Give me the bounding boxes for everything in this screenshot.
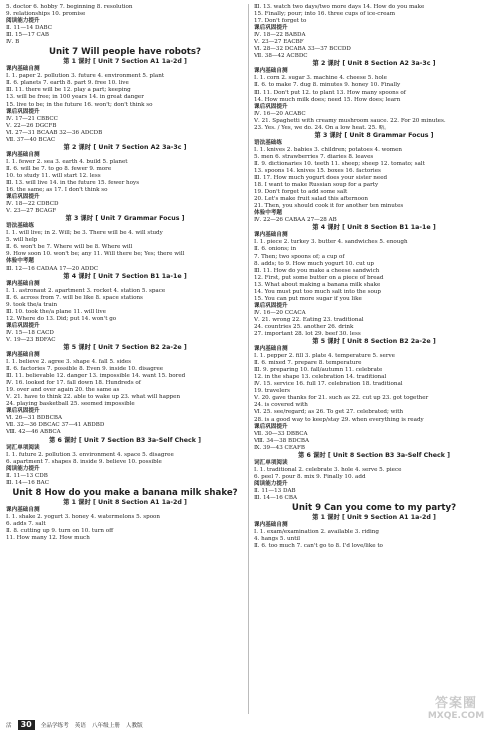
answer-line: Ⅰ. 1. piece 2. turkey 3. butter 4. sandwiches 5. enough: [254, 239, 408, 246]
answer-line: Ⅳ. 16. looked for 17. fall down 18. Hundreds of: [6, 380, 141, 387]
answer-line: Ⅳ. 18—22 BABDA: [254, 32, 306, 39]
answer-line: Ⅴ. 19—23 BDFAC: [6, 336, 56, 343]
page-prefix: 活: [6, 723, 12, 729]
answer-line: 12. First, put some butter on a piece of bread: [254, 274, 384, 281]
answer-line: Ⅱ. 6. planets 7. earth 8. part 9. free 10. live: [6, 80, 129, 87]
answer-line: Ⅶ. 38—42 ACBDC: [254, 53, 308, 60]
answer-line: 14. You must put too much salt into the soup: [254, 288, 381, 295]
watermark-top: 答案圈: [434, 696, 477, 711]
section-heading: 语法基础练: [254, 139, 282, 146]
answer-line: Ⅲ. 9. preparing 10. fall/autumn 11. celebrate: [254, 367, 383, 374]
section-heading: 课内基础自测: [6, 351, 40, 358]
answer-line: 7. Then; two spoons of; a cup of: [254, 253, 345, 260]
answer-line: Ⅶ. 30—33 DBBCA: [254, 430, 308, 437]
section-heading: 词汇单项阅读: [254, 459, 288, 466]
section-heading: 课后巩固提升: [254, 103, 288, 110]
grade: 八年级上册: [91, 723, 120, 729]
answer-line: 6. adds 7. salt: [6, 520, 46, 527]
lesson-heading: 第 4 课时 [ Unit 7 Section B1 1a-1e ]: [63, 272, 187, 280]
answer-line: Ⅳ. 15. service 16. full 17. celebration 18. traditional: [254, 381, 403, 388]
answer-line: Ⅲ. 13. watch two days/two more days 14. How do you make: [254, 4, 425, 10]
answer-line: Ⅴ. 21. have to think 22. able to wake up 23. what will happen: [6, 394, 181, 401]
answer-line: 27. important 28. lot 29. beef 30. less: [254, 331, 361, 338]
answer-line: Ⅱ. 11—13 DAB: [254, 487, 296, 494]
page-footer: [6, 720, 143, 730]
section-heading: 课内基础自测: [6, 151, 40, 158]
answer-line: 12. Where do 13. Did; put 14. won't go: [6, 315, 117, 322]
section-heading: 课内基础自测: [254, 232, 288, 239]
answer-line: Ⅱ. 11—13 CDB: [6, 472, 48, 479]
lesson-heading: 第 3 课时 [ Unit 7 Grammar Focus ]: [65, 215, 185, 223]
lesson-heading: 第 3 课时 [ Unit 8 Grammar Focus ]: [314, 131, 434, 139]
subject: 英语: [74, 723, 86, 729]
answer-line: Ⅱ. 6. will be 7. to go 8. fewer 9. more: [6, 165, 112, 172]
column-divider: [248, 4, 249, 714]
watermark-logo: [416, 692, 496, 728]
answer-line: Ⅶ. 37—40 BCAC: [6, 136, 56, 143]
section-heading: 课后巩固提升: [254, 25, 288, 32]
answer-line: Ⅱ. 6. across from 7. will be like 8. space stations: [6, 294, 143, 301]
answer-line: 12. in the shape 13. celebration 14. traditional: [254, 374, 387, 381]
book-title: 全品学练考: [40, 723, 69, 729]
answer-line: Ⅰ. 1. shake 2. yogurt 3. honey 4. watermelons 5. spoon: [6, 513, 161, 520]
answer-line: Ⅸ. 39—43 CEAFB: [254, 444, 305, 451]
answer-line: 13. What about making a banana milk shake: [254, 281, 381, 288]
answer-line: Ⅵ. 26—31 BDBCBA: [6, 415, 63, 422]
answer-line: 6. peel 7. pour 8. mix 9. Finally 10. add: [254, 473, 366, 480]
answer-line: 5. men 6. strawberries 7. diaries 8. leaves: [254, 153, 374, 160]
answer-line: 9. How soon 10. won't be; any 11. Will there be; Yes; there will: [6, 251, 185, 258]
answer-line: Ⅱ. 6. factories 7. possible 8. Even 9. inside 10. disagree: [6, 366, 164, 373]
section-heading: 课后巩固提升: [6, 194, 40, 201]
lesson-heading: 第 6 课时 [ Unit 8 Section B3 3a-Self Check ]: [297, 451, 451, 459]
answer-line: 17. Don't forget to: [254, 18, 307, 25]
left-column: [6, 4, 244, 542]
answer-line: Ⅷ. 42—46 ABBCA: [6, 429, 61, 436]
answer-line: 14. How much milk does; need 15. How does; learn: [254, 96, 401, 103]
section-heading: 课后巩固提升: [254, 302, 288, 309]
answer-line: Ⅲ. 12—16 CADAA 17—20 ADDC: [6, 265, 99, 272]
answer-line: Ⅱ. 6. won't be 7. Where will be 8. Where will: [6, 244, 133, 251]
answer-line: Ⅳ. 16—20 ACABC: [254, 110, 306, 117]
answer-line: 28. is a good way to keep/stay 29. when everything is ready: [254, 416, 424, 423]
answer-line: Ⅵ. 28—32 DCABA 33—37 BCCDD: [254, 46, 351, 53]
answer-line: Ⅰ. 1. will live; in 2. Will; be 3. There will be 4. will study: [6, 230, 163, 237]
section-heading: 课后巩固提升: [6, 408, 40, 415]
answer-line: Ⅴ. 23—27 EACBF: [254, 39, 304, 46]
lesson-heading: 第 2 课时 [ Unit 7 Section A2 3a-3c ]: [63, 143, 187, 151]
answer-line: 15. Finally; pour; into 16. three cups of ice-cream: [254, 11, 396, 18]
unit-title: Unit 8 How do you make a banana milk shake?: [12, 487, 238, 498]
lesson-heading: 第 1 课时 [ Unit 8 Section A1 1a-2d ]: [63, 498, 187, 506]
answer-line: 24. playing basketball 25. seemed impossible: [6, 401, 135, 408]
answer-line: Ⅰ. 1. exam/examination 2. available 3. riding: [254, 529, 379, 536]
lesson-heading: 第 5 课时 [ Unit 7 Section B2 2a-2e ]: [63, 343, 187, 351]
unit-title: Unit 9 Can you come to my party?: [291, 503, 457, 514]
section-heading: 课后巩固提升: [6, 108, 40, 115]
section-heading: 课内基础自测: [254, 522, 288, 529]
answer-line: Ⅲ. 11. there will be 12. play a part; keeping: [6, 87, 131, 94]
answer-line: 5. doctor 6. hobby 7. beginning 8. resolution: [6, 4, 133, 10]
section-heading: 阅读能力提升: [6, 18, 40, 25]
answer-line: Ⅲ. 17. How much yogurt does your sister need: [254, 175, 388, 182]
answer-line: Ⅴ. 23—27 BCAGF: [6, 208, 57, 215]
answer-line: Ⅴ. 21. wrong 22. Eating 23. traditional: [254, 316, 364, 323]
section-heading: 课后巩固提升: [6, 322, 40, 329]
unit-title: Unit 7 Will people have robots?: [49, 47, 201, 58]
answer-line: 19. Don't forget to add some salt: [254, 189, 348, 196]
answer-line: Ⅰ. 1. future 2. pollution 3. environment 4. space 5. disagree: [6, 451, 174, 458]
answer-line: Ⅲ. 10. took the/a plane 11. will live: [6, 308, 106, 315]
answer-line: 19. over and over again 20. the same as: [6, 387, 120, 394]
answer-line: 6. apartment 7. shapes 8. inside 9. believe 10. possible: [6, 458, 162, 465]
answer-line: Ⅰ. 1. fewer 2. sea 3. earth 4. build 5. planet: [6, 158, 128, 165]
answer-line: 24. is covered with: [254, 402, 308, 409]
answer-line: Ⅵ. 27—31 BCAAB 32—36 ADCDB: [6, 129, 103, 136]
answer-line: Ⅲ. 14—16 CBA: [254, 495, 297, 501]
answer-line: Ⅰ. 1. astronaut 2. apartment 3. rocket 4. station 5. space: [6, 287, 166, 294]
edition: 人教版: [125, 723, 143, 729]
watermark-bottom: MXQE.COM: [427, 711, 485, 721]
answer-line: Ⅳ. 17—21 CBBCC: [6, 115, 58, 122]
answer-line: Ⅲ. 15—17 CAB: [6, 32, 49, 39]
answer-line: 9. relationships 10. promise: [6, 11, 86, 18]
answer-line: Ⅰ. 1. pepper 2. fill 3. plate 4. temperature 5. serve: [254, 353, 395, 360]
answer-line: 24. countries 25. another 26. drink: [254, 323, 354, 330]
answer-line: Ⅵ. 25. see/regard; as 26. To get 27. celebrated; with: [254, 409, 404, 416]
answer-line: Ⅰ. 1. believe 2. agree 3. shape 4. fall 5. sides: [6, 359, 132, 366]
answer-line: Ⅳ. B: [6, 39, 20, 46]
section-heading: 阅读能力提升: [254, 480, 288, 487]
answer-line: 23. Yes. / Yes, we do. 24. On a low heat. 25. 略。: [254, 124, 390, 131]
lesson-heading: 第 1 课时 [ Unit 7 Section A1 1a-2d ]: [63, 58, 187, 66]
lesson-heading: 第 6 课时 [ Unit 7 Section B3 3a-Self Check ]: [48, 436, 202, 444]
answer-line: Ⅲ. 11. How do you make a cheese sandwich: [254, 267, 380, 274]
answer-line: 16. the same; as 17. I don't think so: [6, 187, 108, 194]
answer-line: 15. You can put more sugar if you like: [254, 295, 362, 302]
section-heading: 课内基础自测: [6, 506, 40, 513]
answer-line: 13. spoons 14. knives 15. boxes 16. factories: [254, 167, 381, 174]
answer-line: Ⅱ. 8. cutting up 9. turn on 10. turn off: [6, 527, 114, 534]
section-heading: 阅读能力提升: [6, 465, 40, 472]
section-heading: 词汇单项阅读: [6, 444, 40, 451]
answer-line: Ⅳ. 22—26 CABAA 27—28 AB: [254, 217, 337, 224]
answer-line: 11. How many 12. How much: [6, 535, 90, 541]
answer-line: Ⅳ. 15—18 CACD: [6, 329, 54, 336]
answer-line: Ⅱ. 9. dictionaries 10. teeth 11. sheep; sheep 12. tomato; salt: [254, 160, 425, 167]
section-heading: 课内基础自测: [6, 66, 40, 73]
section-heading: 课内基础自测: [254, 68, 288, 75]
section-heading: 课内基础自测: [6, 280, 40, 287]
answer-line: Ⅲ. 13. will live 14. in the future 15. fewer hoys: [6, 179, 140, 186]
answer-line: Ⅲ. 11. believable 12. danger 13. impossible 14. want 15. bored: [6, 373, 186, 380]
answer-line: Ⅰ. 1. knives 2. babies 3. children; potatoes 4. women: [254, 146, 402, 153]
answer-line: 9. took the/a train: [6, 301, 58, 308]
answer-line: 4. hangs 5. until: [254, 536, 301, 543]
answer-line: 8. adds; to 9. How much yogurt 10. cut up: [254, 260, 374, 267]
page-number: 30: [18, 720, 35, 730]
answer-line: 15. live to be; in the future 16. won't; don't think so: [6, 101, 153, 108]
section-heading: 课后巩固提升: [254, 423, 288, 430]
answer-line: Ⅴ. 22—26 DGCFB: [6, 122, 57, 129]
answer-line: 21. Then, you should cook it for another ten minutes: [254, 203, 404, 210]
answer-line: 18. I want to make Russian soup for a party: [254, 182, 379, 189]
section-heading: 体验中考题: [254, 210, 282, 217]
answer-line: Ⅱ. 6. onions; in: [254, 246, 297, 253]
answer-line: Ⅳ. 16—20 CCACA: [254, 309, 306, 316]
answer-line: 13. will be free; in 100 years 14. in great danger: [6, 94, 144, 101]
lesson-heading: 第 2 课时 [ Unit 8 Section A2 3a-3c ]: [312, 60, 436, 68]
section-heading: 语法基础练: [6, 223, 34, 230]
answer-line: 10. to study 11. will start 12. less: [6, 172, 101, 179]
answer-line: Ⅱ. 6. too much 7. can't go to 8. I'd love/like to: [254, 543, 383, 550]
right-column: [254, 4, 494, 550]
answer-line: Ⅰ. 1. paper 2. pollution 3. future 4. environment 5. plant: [6, 73, 165, 80]
answer-line: Ⅷ. 34—38 BDCBA: [254, 437, 310, 444]
answer-line: 20. Let's make fruit salad this afternoon: [254, 196, 368, 203]
answer-line: Ⅴ. 20. gave thanks for 21. such as 22. cut up 23. got together: [254, 395, 429, 402]
lesson-heading: 第 4 课时 [ Unit 8 Section B1 1a-1e ]: [312, 224, 436, 232]
answer-line: Ⅱ. 6. to make 7. dug 8. minutes 9. honey 10. Finally: [254, 82, 401, 89]
answer-line: 19. travelers: [254, 388, 291, 395]
answer-line: Ⅱ. 6. mixed 7. prepare 8. temperature: [254, 360, 362, 367]
answer-line: Ⅲ. 11. Don't put 12. to plant 13. How many spoons of: [254, 89, 406, 96]
answer-line: Ⅴ. 21. Spaghetti with creamy mushroom sauce. 22. For 20 minutes.: [254, 117, 446, 124]
section-heading: 课内基础自测: [254, 346, 288, 353]
answer-line: 5. will help: [6, 237, 38, 244]
section-heading: 体验中考题: [6, 258, 34, 265]
answer-line: Ⅰ. 1. corn 2. sugar 3. machine 4. cheese 5. hole: [254, 75, 387, 82]
answer-line: Ⅰ. 1. traditional 2. celebrate 3. hole 4. serve 5. piece: [254, 466, 402, 473]
lesson-heading: 第 1 课时 [ Unit 9 Section A1 1a-2d ]: [312, 514, 436, 522]
answer-line: Ⅱ. 11—14 DABC: [6, 25, 52, 32]
answer-line: Ⅶ. 32—36 DBCAC 37—41 ABDBD: [6, 422, 105, 429]
answer-line: Ⅳ. 18—22 CDBCD: [6, 201, 59, 208]
answer-line: Ⅲ. 14—16 BAC: [6, 479, 49, 486]
lesson-heading: 第 5 课时 [ Unit 8 Section B2 2a-2e ]: [312, 338, 436, 346]
